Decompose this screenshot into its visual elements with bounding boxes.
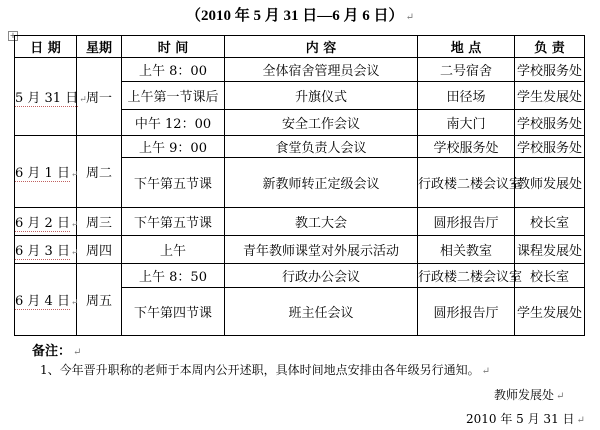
owner-cell: 课程发展处: [515, 236, 585, 264]
time-cell: 上午第一节课后: [122, 82, 225, 110]
header-date: 日 期: [15, 36, 77, 58]
place-cell: 圆形报告厅: [418, 208, 515, 236]
weekday-cell: 周二: [77, 136, 122, 208]
weekday-cell: 周三: [77, 208, 122, 236]
place-cell: 田径场: [418, 82, 515, 110]
table-row: [15, 136, 585, 158]
owner-cell: 学校服务处: [515, 110, 585, 136]
owner-cell: 校长室: [515, 264, 585, 288]
time-cell: 下午第五节课: [122, 158, 225, 208]
content-cell: 青年教师课堂对外展示活动: [225, 236, 418, 264]
owner-cell: 学校服务处: [515, 58, 585, 82]
header-content: 内 容: [225, 36, 418, 58]
content-cell: 食堂负责人会议: [225, 136, 418, 158]
table-row: [15, 264, 585, 288]
table-header-row: [15, 36, 585, 58]
owner-cell: 学生发展处: [515, 288, 585, 336]
place-cell: 二号宿舍: [418, 58, 515, 82]
time-cell: 上午 8：50: [122, 264, 225, 288]
table-row: [15, 208, 585, 236]
place-cell: 圆形报告厅: [418, 288, 515, 336]
table-row: [15, 58, 585, 82]
notes-label: 备注： ↵: [32, 344, 82, 359]
content-cell: 新教师转正定级会议: [225, 158, 418, 208]
date-cell: 5 月 31 日↵: [15, 58, 77, 136]
table-move-handle-icon[interactable]: +: [9, 31, 17, 40]
content-cell: 升旗仪式: [225, 82, 418, 110]
weekday-cell: 周五: [77, 264, 122, 336]
time-cell: 上午: [122, 236, 225, 264]
owner-cell: 学校服务处: [515, 136, 585, 158]
header-place: 地 点: [418, 36, 515, 58]
place-cell: 相关教室: [418, 236, 515, 264]
time-cell: 上午 9：00: [122, 136, 225, 158]
note-item: 1、今年晋升职称的老师于本周内公开述职，具体时间地点安排由各年级另行通知。 ↵: [40, 363, 491, 377]
date-cell: 6 月 1 日↵: [15, 136, 77, 208]
header-time: 时 间: [122, 36, 225, 58]
time-cell: 上午 8：00: [122, 58, 225, 82]
schedule-table: [14, 35, 585, 336]
schedule-title: （2010 年 5 月 31 日—6 月 6 日） ↵: [186, 8, 414, 24]
content-cell: 教工大会: [225, 208, 418, 236]
table-row: [15, 236, 585, 264]
signature-department: 教师发展处 ↵: [494, 388, 565, 402]
place-cell: 学校服务处: [418, 136, 515, 158]
place-cell: 行政楼二楼会议室: [418, 158, 515, 208]
header-weekday: 星期: [77, 36, 122, 58]
date-cell: 6 月 3 日↵: [15, 236, 77, 264]
date-cell: 6 月 4 日↵: [15, 264, 77, 336]
weekday-cell: 周一: [77, 58, 122, 136]
owner-cell: 学生发展处: [515, 82, 585, 110]
place-cell: 南大门: [418, 110, 515, 136]
weekday-cell: 周四: [77, 236, 122, 264]
time-cell: 下午第四节课: [122, 288, 225, 336]
content-cell: 行政办公会议: [225, 264, 418, 288]
time-cell: 中午 12：00: [122, 110, 225, 136]
date-cell: 6 月 2 日↵: [15, 208, 77, 236]
signature-date: 2010 年 5 月 31 日 ↵: [466, 412, 585, 426]
time-cell: 下午第五节课: [122, 208, 225, 236]
owner-cell: 校长室: [515, 208, 585, 236]
content-cell: 安全工作会议: [225, 110, 418, 136]
place-cell: 行政楼二楼会议室: [418, 264, 515, 288]
header-owner: 负 责: [515, 36, 585, 58]
content-cell: 全体宿舍管理员会议: [225, 58, 418, 82]
owner-cell: 教师发展处: [515, 158, 585, 208]
content-cell: 班主任会议: [225, 288, 418, 336]
